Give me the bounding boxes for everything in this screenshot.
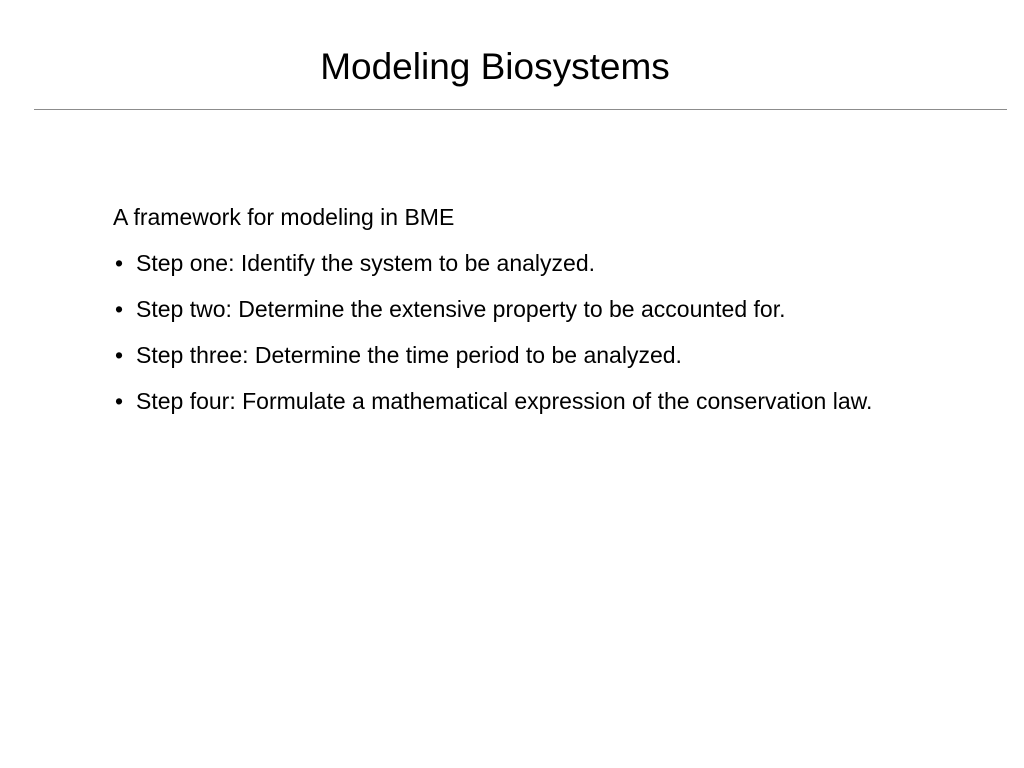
bullet-text: Step two: Determine the extensive property to be accounted for.: [136, 296, 786, 322]
list-item: [113, 293, 993, 325]
list-item: [113, 385, 993, 417]
bullet-list: [113, 247, 993, 417]
bullet-text: Step three: Determine the time period to be analyzed.: [136, 342, 682, 368]
bullet-icon: •: [115, 388, 124, 414]
slide-title: Modeling Biosystems: [320, 46, 670, 87]
bullet-icon: •: [115, 342, 124, 368]
bullet-icon: •: [115, 250, 124, 276]
bullet-icon: •: [115, 296, 124, 322]
title-divider: [34, 109, 1007, 110]
bullet-text: Step four: Formulate a mathematical expression of the conservation law.: [136, 388, 873, 414]
list-item: [113, 339, 993, 371]
slide-body: [113, 201, 993, 431]
bullet-text: Step one: Identify the system to be analyzed.: [136, 250, 596, 276]
list-item: [113, 247, 993, 279]
intro-text: A framework for modeling in BME: [113, 204, 455, 230]
